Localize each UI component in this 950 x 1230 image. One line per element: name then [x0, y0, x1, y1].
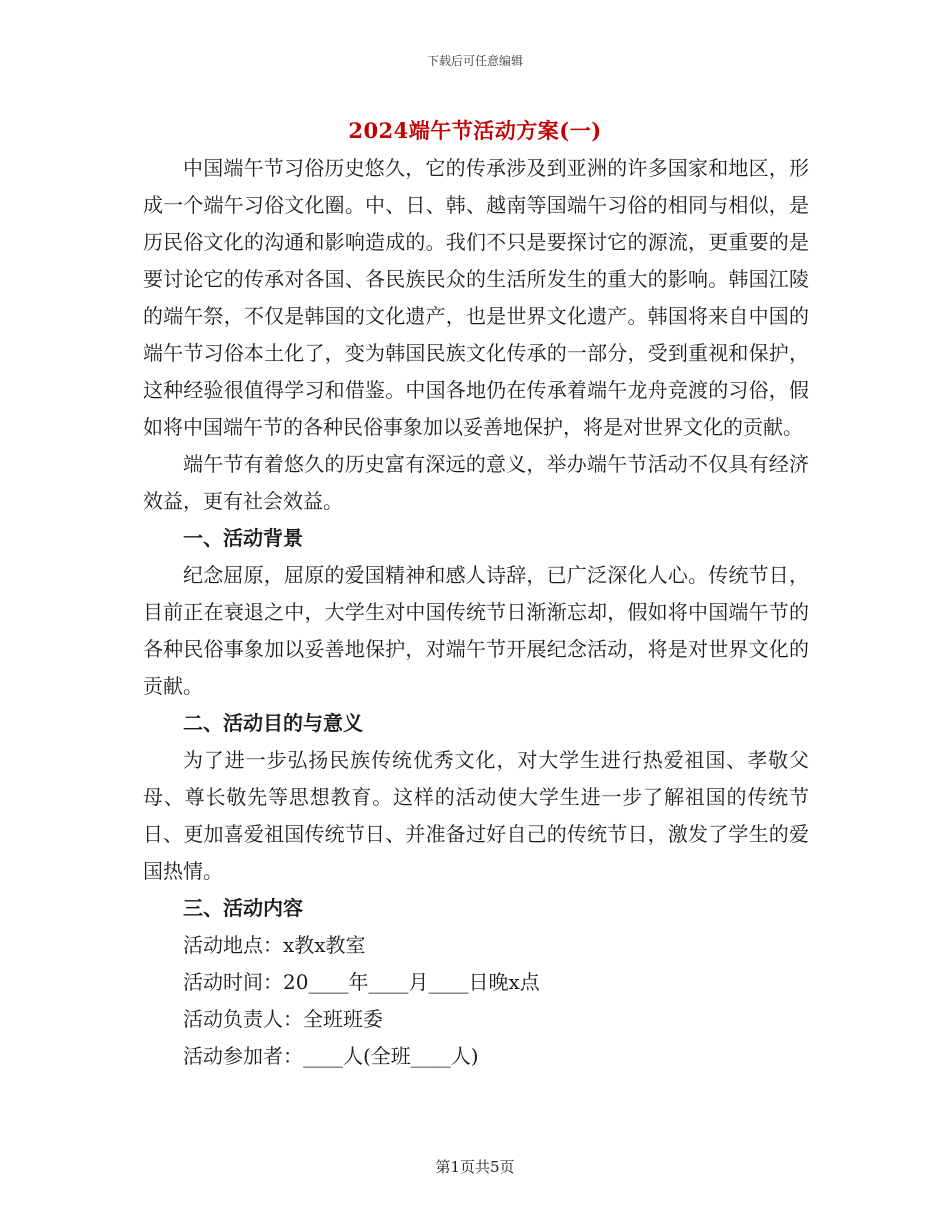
activity-participants: 活动参加者：____人(全班____人) [183, 1044, 479, 1068]
section-text-purpose: 为了进一步弘扬民族传统优秀文化，对大学生进行热爱祖国、孝敬父母、尊长敬先等思想教育。这样的活动使大学生进一步了解祖国的传统节日、更加喜爱祖国传统节日、并准备过好自己的传统节日，激发了学生的爱国热情。 [143, 748, 809, 883]
activity-time: 活动时间：20____年____月____日晚x点 [183, 970, 540, 994]
intro-paragraph-2: 端午节有着悠久的历史富有深远的意义，举办端午节活动不仅具有经济效益，更有社会效益。 [143, 452, 809, 513]
page-number: 第1页共5页 [435, 1158, 515, 1176]
header-note: 下载后可任意编辑 [426, 54, 523, 68]
section-text-background: 纪念屈原，屈原的爱国精神和感人诗辞，已广泛深化人心。传统节日，目前正在衰退之中，大学生对中国传统节日渐渐忘却，假如将中国端午节的各种民俗事象加以妥善地保护，对端午节开展纪念活动，将是对世界文化的贡献。 [143, 563, 809, 698]
document-title: 2024端午节活动方案(一) [348, 118, 602, 143]
activity-location: 活动地点：x教x教室 [183, 933, 366, 957]
section-heading-purpose: 二、活动目的与意义 [183, 711, 363, 735]
document-body [143, 150, 809, 1075]
section-heading-content: 三、活动内容 [183, 896, 303, 920]
activity-leader: 活动负责人：全班班委 [183, 1007, 383, 1031]
intro-paragraph-1: 中国端午节习俗历史悠久，它的传承涉及到亚洲的许多国家和地区，形成一个端午习俗文化圈。中、日、韩、越南等国端午习俗的相同与相似，是历民俗文化的沟通和影响造成的。我们不只是要探讨它的源流，更重要的是要讨论它的传承对各国、各民族民众的生活所发生的重大的影响。韩国江陵的端午祭，不仅是韩国的文化遗产，也是世界文化遗产。韩国将来自中国的端午节习俗本土化了，变为韩国民族文化传承的一部分，受到重视和保护，这种经验很值得学习和借鉴。中国各地仍在传承着端午龙舟竞渡的习俗，假如将中国端午节的各种民俗事象加以妥善地保护，将是对世界文化的贡献。 [143, 156, 809, 439]
section-heading-background: 一、活动背景 [183, 526, 303, 550]
